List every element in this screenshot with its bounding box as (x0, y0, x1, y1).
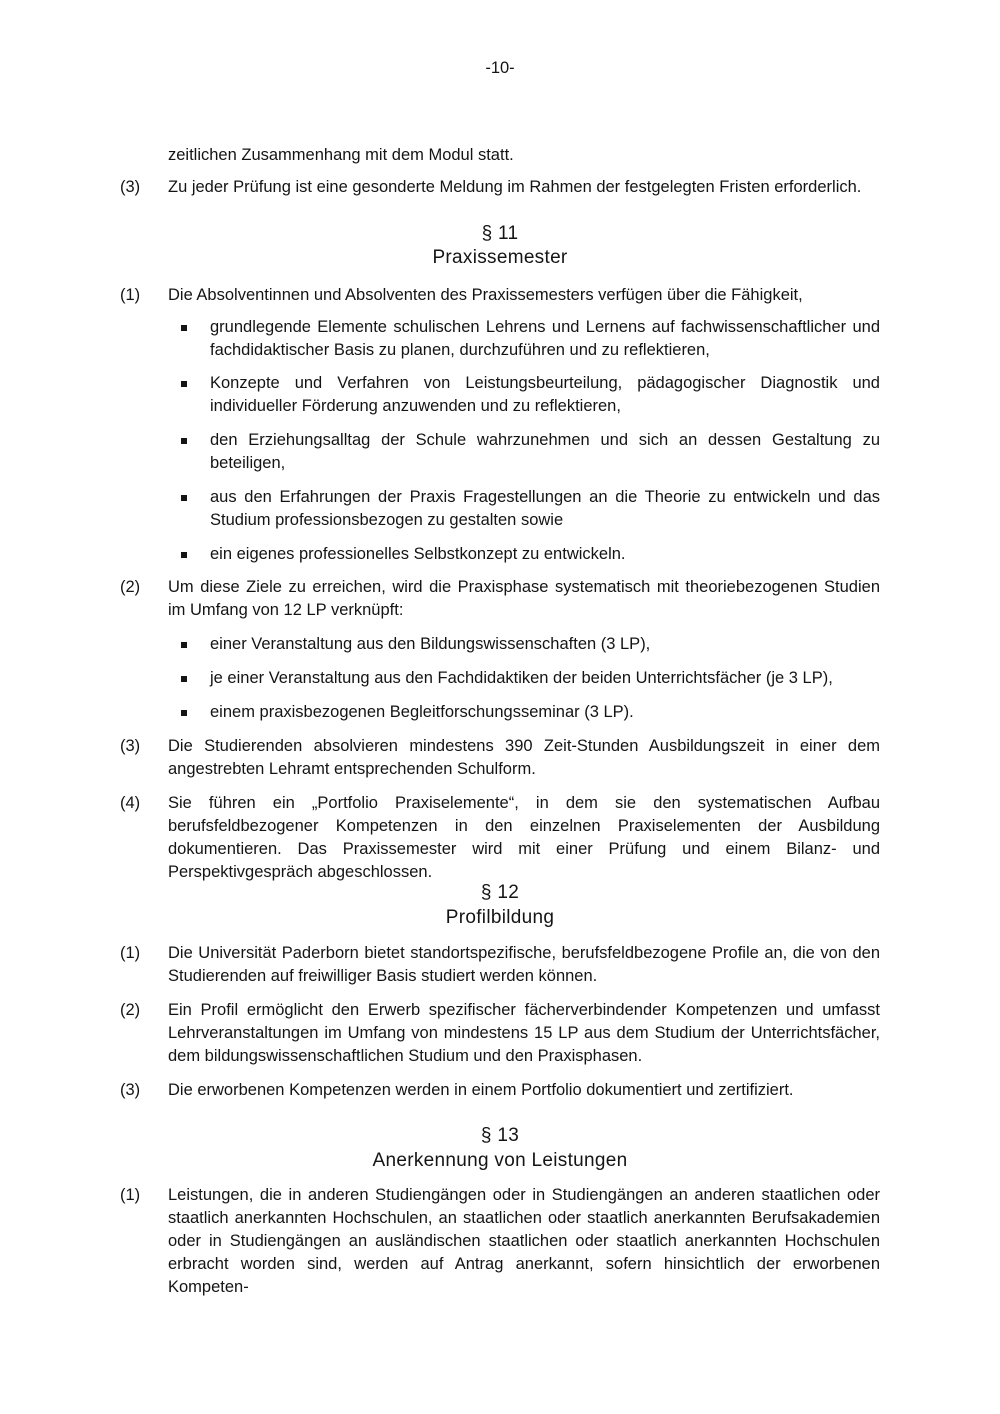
section-11-title: Praxissemester (432, 247, 568, 268)
paragraph-11-2 (120, 576, 880, 622)
list-item-text: einem praxisbezogenen Begleitforschungsseminar (3 LP). (210, 703, 634, 721)
section-12-sign: § 12 (480, 882, 520, 903)
paragraph-13-1 (120, 1184, 880, 1299)
section-13-sign: § 13 (480, 1125, 520, 1146)
list-item (168, 486, 880, 532)
list-item (168, 316, 880, 362)
paragraph-text: Ein Profil ermöglicht den Erwerb spezifischer fächerverbindender Kompetenzen und umfasst Lehrveranstaltungen im Umfang von mindestens 15 LP aus dem Studium der Unterrichtsfächer, dem bildungswissenschaftlichen Studium und den Praxisphasen. (168, 1001, 880, 1065)
list-item (168, 701, 880, 724)
list-item (168, 667, 880, 690)
paragraph-number: (1) (120, 1186, 141, 1204)
paragraph-number: (2) (120, 578, 141, 596)
list-item-text: aus den Erfahrungen der Praxis Fragestellungen an die Theorie zu entwickeln und das Studium professionsbezogen zu gestalten sowie (210, 488, 880, 529)
paragraph-text: Die Absolventinnen und Absolventen des Praxissemesters verfügen über die Fähigkeit, (168, 286, 803, 304)
bullet-marker (181, 325, 187, 331)
paragraph-text: Die Studierenden absolvieren mindestens 390 Zeit-Stunden Ausbildungszeit in einer dem angestrebten Lehramt entsprechenden Schulform. (168, 737, 880, 778)
paragraph-12-3 (120, 1079, 880, 1102)
list-item (168, 633, 880, 656)
paragraph-number: (2) (120, 1001, 141, 1019)
paragraph-number: (4) (120, 794, 141, 812)
page-number: -10- (485, 59, 515, 77)
paragraph-10-3 (120, 176, 880, 199)
paragraph-text: Sie führen ein „Portfolio Praxiselemente“, in dem sie den systematischen Aufbau berufsfeldbezogener Kompetenzen in den einzelnen Praxiselementen der Ausbildung dokumentieren. Das Praxissemester wird mit einer Prüfung und einem Bilanz- und Perspektivgespräch abgeschlossen. (168, 794, 880, 881)
paragraph-text: zeitlichen Zusammenhang mit dem Modul statt. (168, 146, 514, 164)
list-item (168, 372, 880, 418)
paragraph-number: (3) (120, 178, 141, 196)
bullet-marker (181, 642, 187, 648)
list-item (168, 429, 880, 475)
paragraph-text: Leistungen, die in anderen Studiengängen oder in Studiengängen an anderen staatlichen oder staatlich anerkannten Hochschulen, an staatlichen oder staatlich anerkannten Berufsakademien oder in Studiengängen an ausländischen staatlichen oder staatlich anerkannten Hochschulen erbracht worden sind, werden auf Antrag anerkannt, sofern hinsichtlich der erworbenen Kompeten- (168, 1186, 880, 1296)
bullet-marker (181, 710, 187, 716)
paragraph-number: (3) (120, 1081, 141, 1099)
paragraph-text: Die Universität Paderborn bietet standortspezifische, berufsfeldbezogene Profile an, die von den Studierenden auf freiwilliger Basis studiert werden können. (168, 944, 880, 985)
list-item-text: grundlegende Elemente schulischen Lehrens und Lernens auf fachwissenschaftlicher und fachdidaktischer Basis zu planen, durchzuführen und zu reflektieren, (210, 318, 880, 359)
paragraph-text: Zu jeder Prüfung ist eine gesonderte Meldung im Rahmen der festgelegten Fristen erforderlich. (168, 178, 862, 196)
bullet-marker (181, 438, 187, 444)
paragraph-12-2 (120, 999, 880, 1068)
paragraph-11-1 (120, 284, 880, 307)
section-12-title: Profilbildung (445, 907, 555, 928)
bullet-marker (181, 381, 187, 387)
section-13-title: Anerkennung von Leistungen (372, 1150, 628, 1171)
paragraph-number: (1) (120, 944, 141, 962)
paragraph-number: (3) (120, 737, 141, 755)
list-item-text: Konzepte und Verfahren von Leistungsbeurteilung, pädagogischer Diagnostik und individueller Förderung anzuwenden und zu reflektieren, (210, 374, 880, 415)
continuation-paragraph (120, 144, 880, 167)
bullet-marker (181, 552, 187, 558)
bullet-marker (181, 495, 187, 501)
list-item-text: je einer Veranstaltung aus den Fachdidaktiken der beiden Unterrichtsfächer (je 3 LP), (210, 669, 833, 687)
list-item (168, 543, 880, 566)
paragraph-number: (1) (120, 286, 141, 304)
list-item-text: einer Veranstaltung aus den Bildungswissenschaften (3 LP), (210, 635, 651, 653)
paragraph-11-3 (120, 735, 880, 781)
paragraph-text: Um diese Ziele zu erreichen, wird die Praxisphase systematisch mit theoriebezogenen Studien im Umfang von 12 LP verknüpft: (168, 578, 880, 619)
bullet-marker (181, 676, 187, 682)
paragraph-11-4 (120, 792, 880, 884)
paragraph-12-1 (120, 942, 880, 988)
list-item-text: ein eigenes professionelles Selbstkonzept zu entwickeln. (210, 545, 626, 563)
section-11-sign: § 11 (481, 223, 519, 244)
paragraph-text: Die erworbenen Kompetenzen werden in einem Portfolio dokumentiert und zertifiziert. (168, 1081, 794, 1099)
list-item-text: den Erziehungsalltag der Schule wahrzunehmen und sich an dessen Gestaltung zu beteiligen, (210, 431, 880, 472)
